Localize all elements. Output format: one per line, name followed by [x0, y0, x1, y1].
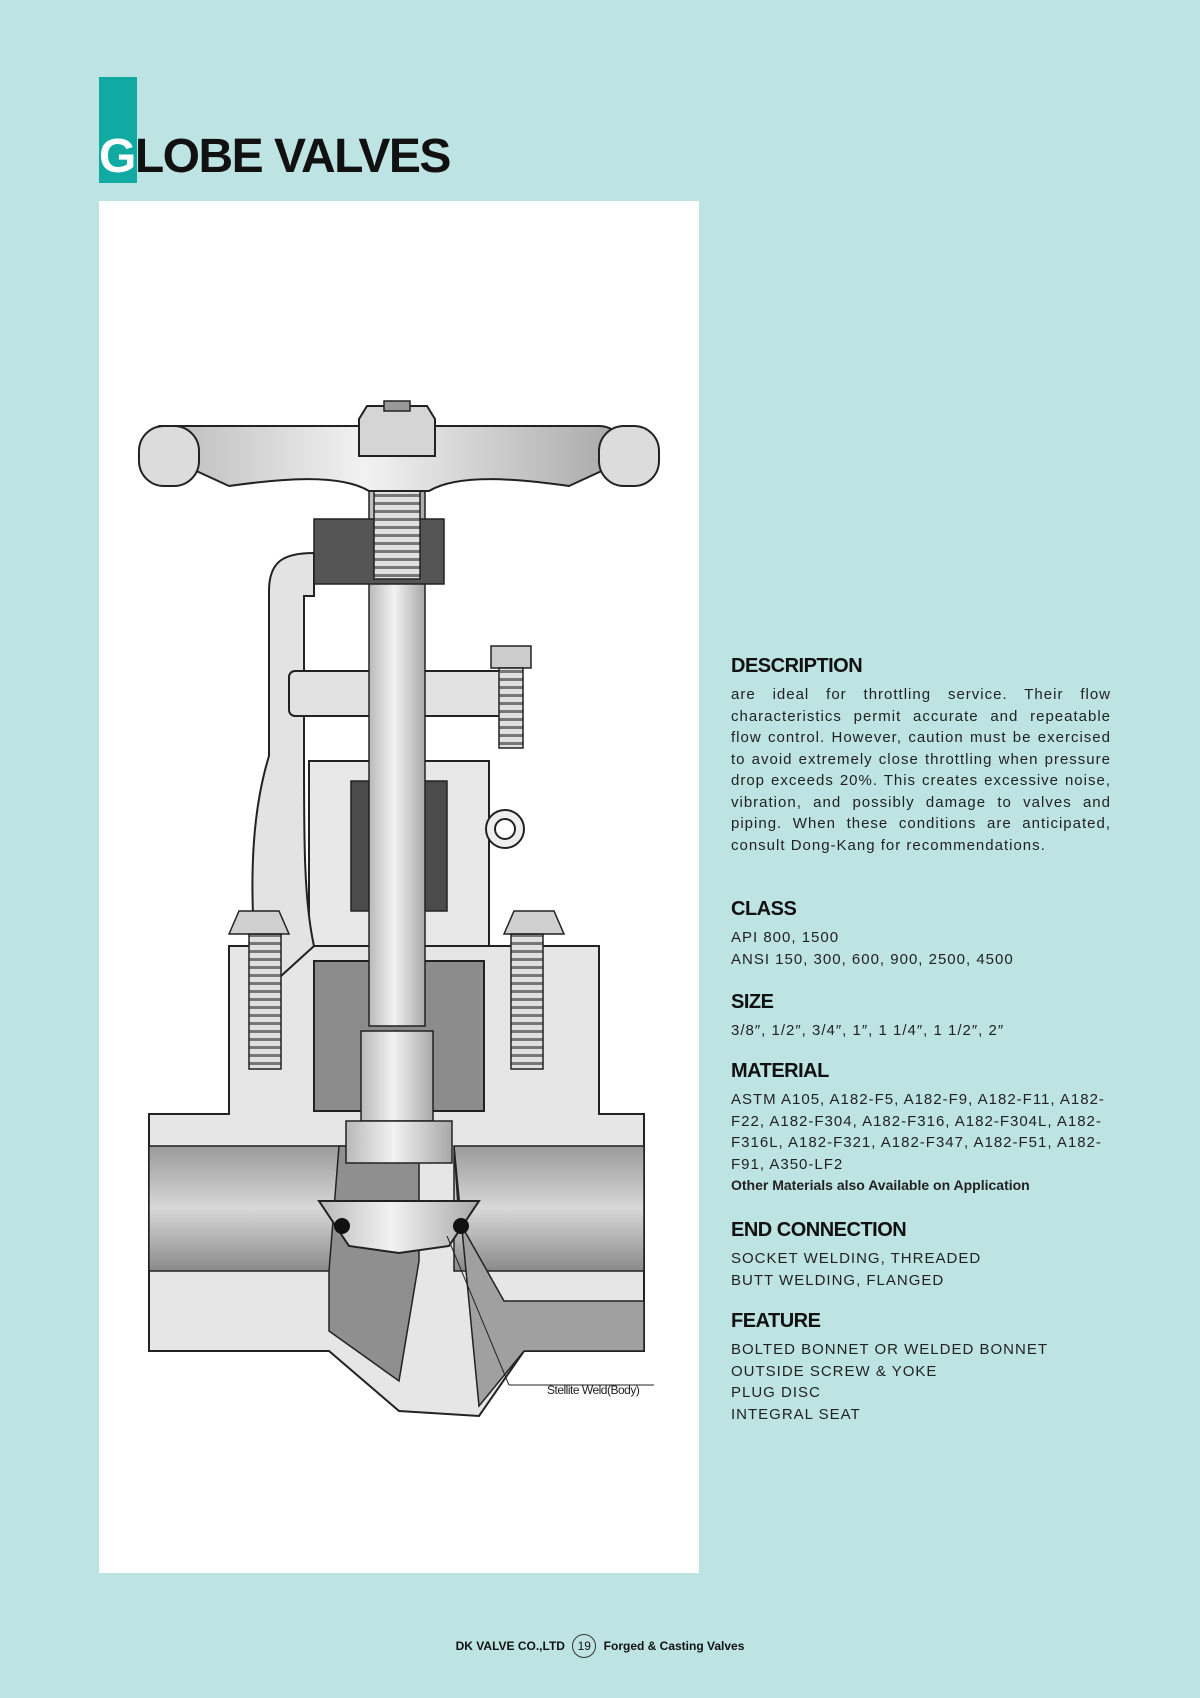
- footer-catalog: Forged & Casting Valves: [603, 1639, 745, 1653]
- stellite-weld-callout: Stellite Weld(Body): [547, 1383, 640, 1397]
- feature-heading: FEATURE: [731, 1310, 821, 1332]
- feature-line: PLUG DISC: [731, 1384, 821, 1401]
- class-section: [731, 898, 1111, 970]
- footer-company: DK VALVE CO.,LTD: [455, 1639, 565, 1653]
- feature-line: BOLTED BONNET OR WELDED BONNET: [731, 1341, 1048, 1358]
- end-connection-heading: END CONNECTION: [731, 1219, 907, 1241]
- title-first-letter: G: [99, 130, 135, 183]
- title-text: [99, 129, 450, 185]
- material-heading: MATERIAL: [731, 1060, 829, 1082]
- end-connection-line: SOCKET WELDING, THREADED: [731, 1250, 982, 1267]
- description-heading: DESCRIPTION: [731, 655, 863, 677]
- valve-figure-panel: [99, 201, 699, 1573]
- material-note: Other Materials also Available on Application: [731, 1177, 1030, 1193]
- feature-section: [731, 1310, 1111, 1425]
- class-heading: CLASS: [731, 898, 797, 920]
- class-line: ANSI 150, 300, 600, 900, 2500, 4500: [731, 950, 1014, 968]
- end-connection-line: BUTT WELDING, FLANGED: [731, 1271, 945, 1289]
- size-text: 3/8″, 1/2″, 3/4″, 1″, 1 1/4″, 1 1/2″, 2″: [731, 1022, 1005, 1039]
- size-section: [731, 991, 1111, 1042]
- feature-line: INTEGRAL SEAT: [731, 1405, 861, 1423]
- material-text: ASTM A105, A182-F5, A182-F9, A182-F11, A182-F22, A182-F304, A182-F316, A182-F304L, A182-F316L, A182-F321, A182-F347, A182-F51, A182-F91, A350-LF2: [731, 1091, 1105, 1173]
- material-section: [731, 1060, 1111, 1197]
- page-number: 19: [572, 1634, 596, 1658]
- size-heading: SIZE: [731, 991, 774, 1013]
- page-footer: [0, 1634, 1200, 1658]
- end-connection-section: [731, 1219, 1111, 1291]
- globe-valve-cutaway-illustration: [99, 201, 699, 1573]
- title-rest: LOBE VALVES: [134, 130, 450, 183]
- class-line: API 800, 1500: [731, 929, 840, 946]
- description-text: are ideal for throttling service. Their flow characteristics permit accurate and repeatable flow control. However, caution must be exercised to avoid extremely close throttling when pressure drop exceeds 20%. This creates excessive noise, vibration, and possibly damage to valves and piping. When these conditions are anticipated, consult Dong-Kang for recommendations.: [731, 686, 1111, 854]
- feature-line: OUTSIDE SCREW & YOKE: [731, 1362, 938, 1380]
- description-section: [731, 655, 1111, 856]
